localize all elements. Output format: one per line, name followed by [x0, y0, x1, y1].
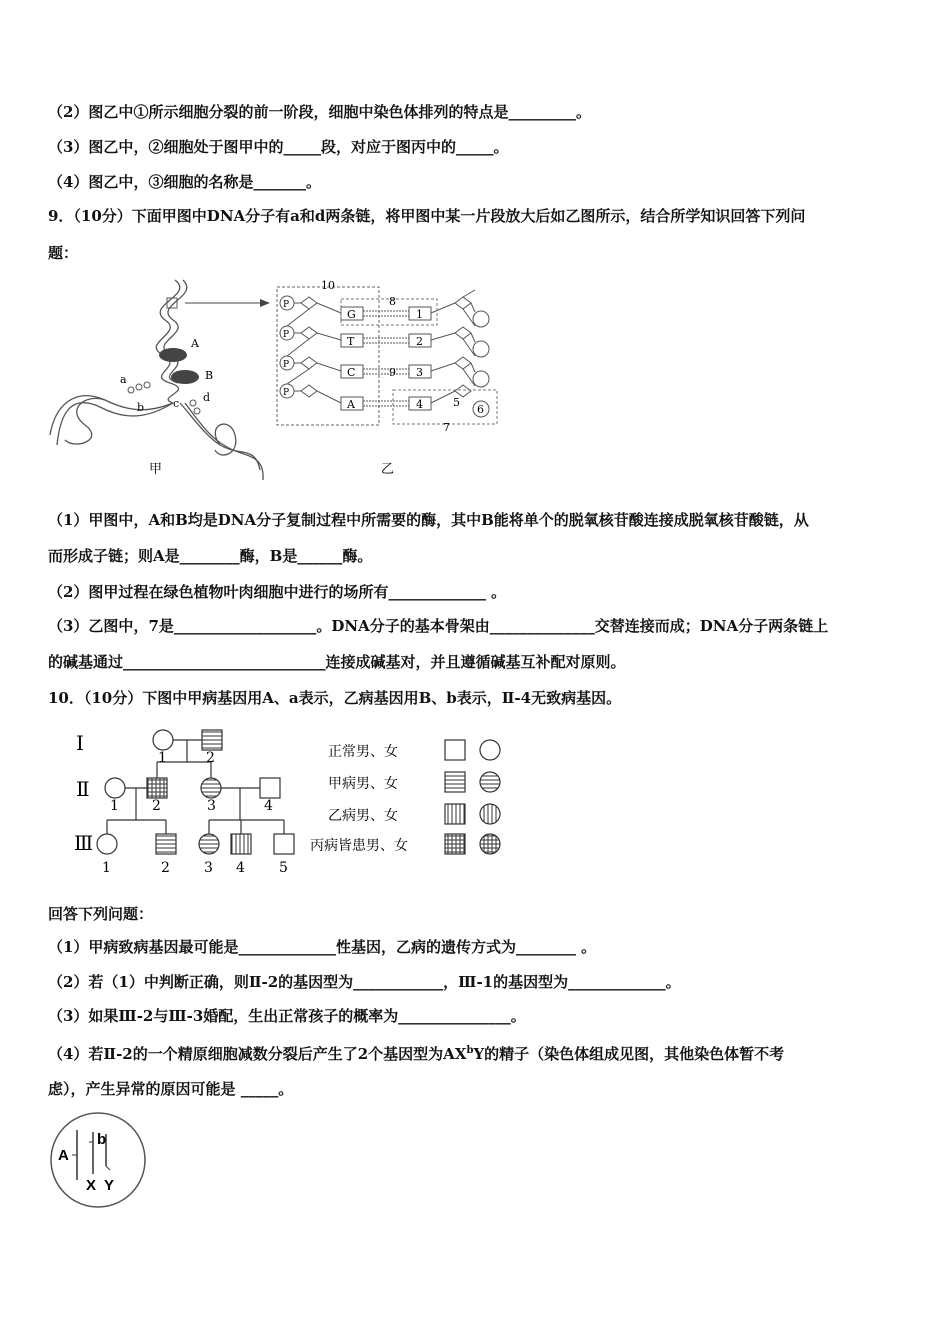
q9-part1-cont: 而形成子链；则A是________酶，B是______酶。 [48, 547, 373, 565]
q10-part2: （2）若（1）中判断正确，则Ⅱ-2的基因型为____________，Ⅲ-1的基因型为_____________。 [48, 973, 681, 991]
svg-text:1: 1 [102, 860, 111, 876]
svg-text:乙: 乙 [381, 462, 395, 477]
q10-prompt: 回答下列问题： [48, 905, 154, 923]
q8-part3: （3）图乙中，②细胞处于图甲中的_____段，对应于图丙中的_____。 [48, 138, 509, 156]
svg-text:3: 3 [204, 860, 213, 876]
q9-part3-cont: 的碱基通过___________________________连接成碱基对，并且遵循碱基互补配对原则。 [48, 653, 626, 671]
svg-text:正常男、女: 正常男、女 [328, 744, 398, 760]
q10-part4: （4）若Ⅱ-2的一个精原细胞减数分裂后产生了2个基因型为$AX^bY$的精子（染色体组成见图，其他染色体暂不考 [48, 1045, 785, 1063]
q9-part1: （1）甲图中，A和B均是DNA分子复制过程中所需要的酶，其中B能将单个的脱氧核苷酸连接成脱氧核苷酸链，从 [48, 511, 809, 529]
svg-text:X: X [86, 1177, 97, 1194]
svg-text:1: 1 [110, 798, 119, 814]
svg-text:b: b [97, 1131, 107, 1148]
svg-text:4: 4 [264, 798, 273, 814]
svg-text:T: T [347, 335, 355, 348]
svg-text:c: c [173, 397, 180, 410]
chromosome-cell-figure [48, 1110, 153, 1210]
svg-text:C: C [347, 366, 356, 379]
svg-text:1: 1 [416, 308, 423, 321]
svg-text:9: 9 [389, 366, 396, 379]
svg-text:10: 10 [321, 279, 335, 292]
q10-stem: 10．（10分）下图中甲病基因用A、a表示，乙病基因用B、b表示，Ⅱ-4无致病基因。 [48, 689, 622, 707]
svg-text:2: 2 [161, 860, 170, 876]
dna-replication-figure [45, 275, 505, 485]
q9-part2: （2）图甲过程在绿色植物叶肉细胞中进行的场所有_____________ 。 [48, 583, 507, 601]
svg-text:8: 8 [389, 295, 396, 308]
svg-text:d: d [203, 391, 211, 404]
svg-text:2: 2 [152, 798, 161, 814]
svg-text:P: P [283, 300, 290, 310]
svg-text:G: G [347, 308, 356, 321]
q10-part3: （3）如果Ⅲ-2与Ⅲ-3婚配，生出正常孩子的概率为_______________。 [48, 1007, 526, 1025]
q10-part1: （1）甲病致病基因最可能是_____________性基因，乙病的遗传方式为________ 。 [48, 938, 597, 956]
svg-text:5: 5 [279, 860, 288, 876]
svg-text:4: 4 [416, 398, 423, 411]
svg-text:A: A [58, 1147, 69, 1164]
svg-text:Ⅱ: Ⅱ [76, 777, 90, 801]
svg-text:a: a [120, 373, 127, 386]
svg-text:7: 7 [443, 421, 450, 434]
svg-text:甲: 甲 [149, 462, 163, 477]
svg-text:2: 2 [416, 335, 423, 348]
svg-text:2: 2 [206, 750, 215, 766]
pedigree-chart [70, 722, 510, 882]
svg-text:Y: Y [104, 1177, 115, 1194]
svg-text:乙病男、女: 乙病男、女 [328, 808, 398, 824]
svg-text:4: 4 [236, 860, 245, 876]
svg-text:Ⅰ: Ⅰ [76, 731, 84, 755]
svg-text:A: A [347, 398, 355, 411]
q9-stem: 9．（10分）下面甲图中DNA分子有a和d两条链，将甲图中某一片段放大后如乙图所示，结合所学知识回答下列问 [48, 207, 806, 225]
svg-text:P: P [283, 388, 290, 398]
q9-part3: （3）乙图中，7是___________________。DNA分子的基本骨架由______________交替连接而成；DNA分子两条链上 [48, 617, 829, 635]
svg-text:B: B [205, 369, 214, 382]
q8-part2: （2）图乙中①所示细胞分裂的前一阶段，细胞中染色体排列的特点是_________。 [48, 103, 591, 121]
svg-text:1: 1 [158, 750, 167, 766]
q10-part4-cont: 虑），产生异常的原因可能是 _____。 [48, 1080, 294, 1098]
svg-text:6: 6 [477, 403, 484, 416]
svg-text:P: P [283, 330, 290, 340]
svg-text:5: 5 [453, 396, 460, 409]
svg-text:丙病皆患男、女: 丙病皆患男、女 [310, 838, 408, 854]
svg-text:P: P [283, 360, 290, 370]
enzyme-b-icon [171, 370, 199, 384]
svg-text:A: A [191, 337, 199, 350]
svg-text:甲病男、女: 甲病男、女 [328, 776, 398, 792]
q9-stem-cont: 题： [48, 244, 79, 262]
enzyme-a-icon [159, 348, 187, 362]
svg-text:b: b [137, 401, 145, 414]
q8-part4: （4）图乙中，③细胞的名称是_______。 [48, 173, 321, 191]
svg-text:3: 3 [416, 366, 423, 379]
svg-text:Ⅲ: Ⅲ [74, 831, 94, 855]
svg-text:3: 3 [207, 798, 216, 814]
